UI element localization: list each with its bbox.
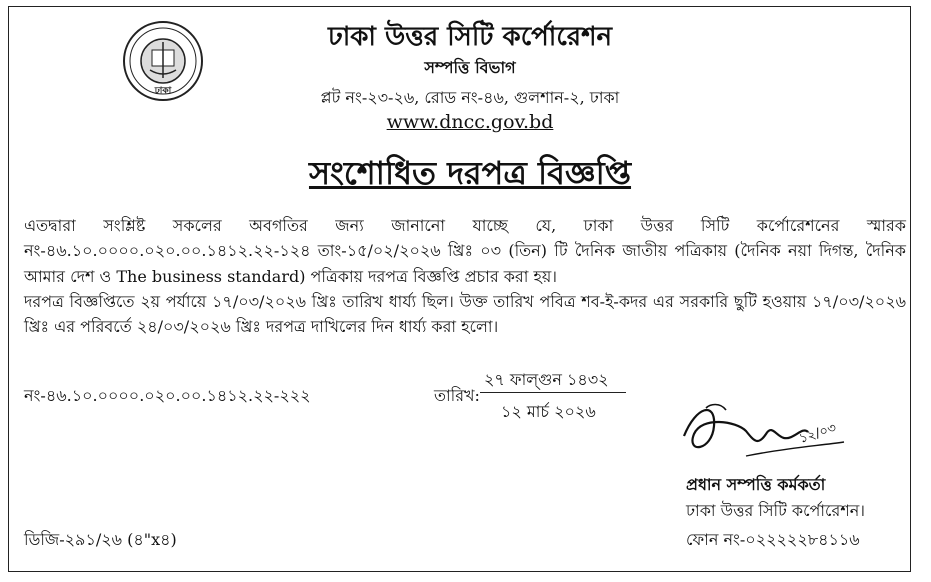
notice-paragraph-2: দরপত্র বিজ্ঞপ্তিতে ২য় পর্যায়ে ১৭/০৩/২০২৬ খ্রিঃ তারিখ ধার্য্য ছিল। উক্ত তারিখ পবিত্র শব-ই-কদর এর সরকারি ছুটি হওয়ায় ১৭/০৩/২০২৬ খ্রিঃ এর পরিবর্তে ২৪/০৩/২০২৬ খ্রিঃ দরপত্র দাখিলের দিন ধার্য্য করা হলো। — [24, 291, 906, 337]
ad-reference: ডিজি-২৯১/২৬ (৪"x৪) — [24, 530, 177, 549]
notice-paragraph-1: এতদ্বারা সংশ্লিষ্ট সকলের অবগতির জন্য জানানো যাচ্ছে যে, ঢাকা উত্তর সিটি কর্পোরেশনের স্মারক নং-৪৬.১০.০০০০.০২০.০০.১৪১২.২২-১২৪ তাং-১৫/০২/২০২৬ খ্রিঃ ০৩ (তিন) টি দৈনিক জাতীয় পত্রিকায় (দৈনিক নয়া দিগন্ত, দৈনিক আমার দেশ ও The business standard) পত্রিকায় দরপত্র বিজ্ঞপ্তি প্রচার করা হয়। — [24, 216, 906, 286]
date-label: তারিখ: — [434, 386, 480, 405]
date-bengali: ২৭ ফাল্গুন ১৪৩২ — [484, 370, 609, 389]
dncc-seal-logo — [122, 20, 204, 102]
phone-number: ফোন নং-০২২২২২৮৪১১৬ — [686, 530, 860, 549]
office-address: প্লট নং-২৩-২৬, রোড নং-৪৬, গুলশান-২, ঢাকা — [320, 88, 620, 107]
memo-number: নং-৪৬.১০.০০০০.০২০.০০.১৪১২.২২-২২২ — [24, 386, 311, 405]
date-divider — [480, 392, 626, 393]
officer-organization: ঢাকা উত্তর সিটি কর্পোরেশন। — [686, 501, 866, 520]
officer-designation: প্রধান সম্পত্তি কর্মকর্তা — [686, 475, 826, 494]
signature-date: ১২/০৩ — [797, 420, 839, 447]
svg-text:ঢাকা: ঢাকা — [154, 86, 172, 96]
notice-title: সংশোধিত দরপত্র বিজ্ঞপ্তি — [308, 154, 632, 192]
department-name: সম্পত্তি বিভাগ — [424, 58, 516, 77]
date-gregorian: ১২ মার্চ ২০২৬ — [501, 402, 596, 421]
organization-name: ঢাকা উত্তর সিটি কর্পোরেশন — [328, 22, 612, 52]
website-link[interactable]: www.dncc.gov.bd — [386, 111, 554, 133]
notice-body — [24, 213, 906, 339]
officer-signature — [676, 396, 872, 476]
